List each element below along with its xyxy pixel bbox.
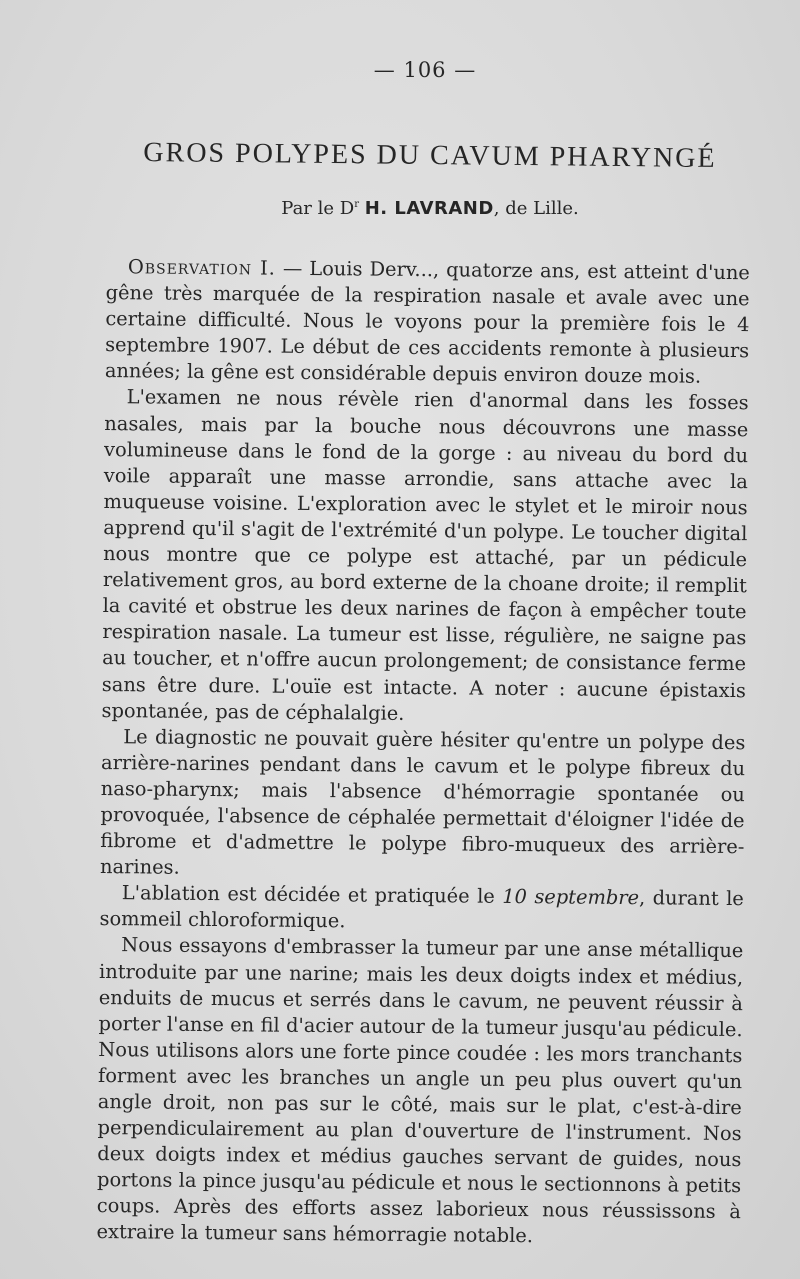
- paragraph-5: Nous essayons d'embrasser la tumeur par une anse métallique introduite par une narine; mais les deux doigts index et médius, enduits de mucus et serrés dans le cavum, ne peuvent réussir à porter l'anse en fil d'acier autour de la tumeur jusqu'au pédicule. Nous utilisons alors une forte pince coudée : les mors tranchants forment avec les branches un angle un peu plus ouvert qu'un angle droit, non pas sur le côté, mais sur le plat, c'est-à-dire perpendiculairement au plan d'ouverture de l'instrument. Nos deux doigts index et médius gauches servant de guides, nous portons la pince jusqu'au pédicule et nous le sectionnons à petits coups. Après des efforts assez laborieux nous réussissons à extraire la tumeur sans hémorragie notable.: [96, 933, 744, 1248]
- article-body: [96, 254, 749, 1252]
- author-name: H. LAVRAND: [364, 198, 494, 219]
- paragraph-4-text-after: , durant le sommeil chloroformique.: [99, 886, 744, 933]
- paragraph-3: Le diagnostic ne pouvait guère hésiter qu'entre un polype des arrière-narines pendant dans le cavum et le polype fibreux du naso-pharynx; mais l'absence d'hémorragie spontanée ou provoquée, l'absence de céphalée permettait d'éloigner l'idée de fibrome et d'admettre le polype fibro-muqueux des arrière-narines.: [100, 724, 746, 879]
- byline-suffix: , de Lille.: [493, 198, 579, 219]
- byline: [270, 198, 590, 219]
- page-number: — 106 —: [373, 58, 477, 82]
- paragraph-2: L'examen ne nous révèle rien d'anormal dans les fosses nasales, mais par la bouche nous découvrons une masse volumineuse dans le fond de la gorge : au niveau du bord du voile apparaît une masse arrondie, sans attache avec la muqueuse voisine. L'exploration avec le stylet et le miroir nous apprend qu'il s'agit de l'extrémité d'un polype. Le toucher digital nous montre que ce polype est attaché, par un pédicule relativement gros, au bord externe de la choane droite; il remplit la cavité et obstrue les deux narines de façon à empêcher toute respiration nasale. La tumeur est lisse, régulière, ne saigne pas au toucher, et n'offre aucun prolongement; de consistance ferme sans être dure. L'ouïe est intacte. A noter : aucune épistaxis spontanée, pas de céphalalgie.: [101, 385, 749, 725]
- paragraph-4-text-before: L'ablation est décidée et pratiquée le: [121, 881, 503, 909]
- surgery-date: 10 septembre: [502, 885, 640, 910]
- byline-sup: r: [354, 199, 359, 210]
- paragraph-1-text: — Louis Derv..., quatorze ans, est atteint d'une gêne très marquée de la respiration nasale et avale avec une certaine difficulté. Nous le voyons pour la première fois le 4 septembre 1907. Le début de ces accidents remonte à plusieurs années; la gêne est considérable depuis environ douze mois.: [104, 256, 750, 389]
- byline-prefix: Par le D: [281, 198, 355, 219]
- article-title: GROS POLYPES DU CAVUM PHARYNGÉ: [143, 136, 717, 175]
- observation-label: Observation I.: [127, 255, 276, 280]
- paragraph-1: [105, 254, 750, 391]
- paragraph-4: [99, 880, 743, 938]
